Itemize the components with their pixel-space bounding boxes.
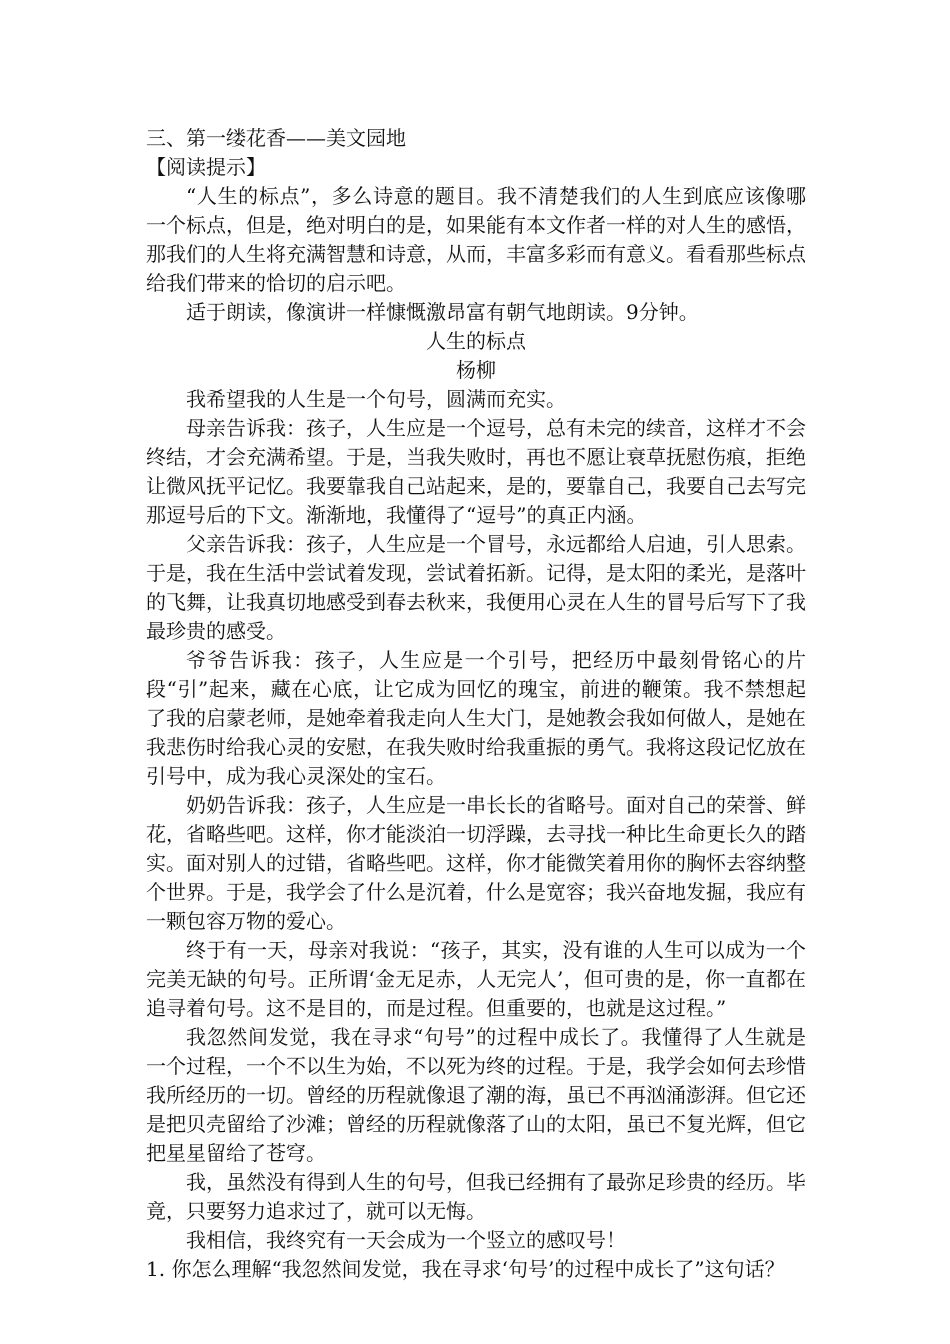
article-paragraph: 母亲告诉我：孩子，人生应是一个逗号，总有未完的续音，这样才不会终结，才会充满希望。于是，当我失败时，再也不愿让衰草抚慰伤痕，拒绝让微风抚平记忆。我要靠我自己站起来，是的，要靠自己，我要自己去写完那逗号后的下文。渐渐地，我懂得了“逗号”的真正内涵。: [146, 416, 806, 527]
question-item: 1. 你怎么理解“我忽然间发觉，我在寻求‘句号’的过程中成长了”这句话？: [146, 1257, 785, 1281]
article-paragraph: 父亲告诉我：孩子，人生应是一个冒号，永远都给人启迪，引人思索。于是，我在生活中尝试着发现，尝试着拓新。记得，是太阳的柔光，是落叶的飞舞，让我真切地感受到春去秋来，我便用心灵在人生的冒号后写下了我最珍贵的感受。: [146, 532, 806, 643]
section-title: 三、第一缕花香——美文园地: [146, 126, 406, 150]
article-title: 人生的标点: [426, 329, 526, 353]
reading-tip-label: 【阅读提示】: [146, 155, 266, 179]
article-paragraph: 我，虽然没有得到人生的句号，但我已经拥有了最弥足珍贵的经历。毕竟，只要努力追求过了，就可以无悔。: [146, 1170, 806, 1223]
article-paragraph: 奶奶告诉我：孩子，人生应是一串长长的省略号。面对自己的荣誉、鲜花，省略些吧。这样，你才能淡泊一切浮躁，去寻找一种比生命更长久的踏实。面对别人的过错，省略些吧。这样，你才能微笑着用你的胸怀去容纳整个世界。于是，我学会了什么是沉着，什么是宽容；我兴奋地发掘，我应有一颗包容万物的爱心。: [146, 793, 806, 933]
article-paragraph: 爷爷告诉我：孩子，人生应是一个引号，把经历中最刻骨铭心的片段“引”起来，藏在心底，让它成为回忆的瑰宝，前进的鞭策。我不禁想起了我的启蒙老师，是她牵着我走向人生大门，是她教会我如何做人，是她在我悲伤时给我心灵的安慰，在我失败时给我重振的勇气。我将这段记忆放在引号中，成为我心灵深处的宝石。: [146, 648, 806, 788]
article-paragraph: 终于有一天，母亲对我说：“孩子，其实，没有谁的人生可以成为一个完美无缺的句号。正所谓‘金无足赤，人无完人’，但可贵的是，你一直都在追寻着句号。这不是目的，而是过程。但重要的，也就是这过程。”: [146, 938, 806, 1020]
article-paragraph: 我忽然间发觉，我在寻求“句号”的过程中成长了。我懂得了人生就是一个过程，一个不以生为始，不以死为终的过程。于是，我学会如何去珍惜我所经历的一切。曾经的历程就像退了潮的海，虽已不再汹涌澎湃。但它还是把贝壳留给了沙滩；曾经的历程就像落了山的太阳，虽已不复光辉，但它把星星留给了苍穹。: [146, 1025, 806, 1165]
document-body: [146, 124, 806, 1284]
intro-paragraph: “人生的标点”，多么诗意的题目。我不清楚我们的人生到底应该像哪一个标点，但是，绝对明白的是，如果能有本文作者一样的对人生的感悟，那我们的人生将充满智慧和诗意，从而，丰富多彩而有意义。看看那些标点给我们带来的恰切的启示吧。: [146, 184, 806, 295]
reading-instruction: 适于朗读，像演讲一样慷慨激昂富有朝气地朗读。9分钟。: [186, 300, 699, 324]
article-paragraph: 我希望我的人生是一个句号，圆满而充实。: [186, 387, 566, 411]
article-paragraph: 我相信，我终究有一天会成为一个竖立的感叹号！: [186, 1228, 626, 1252]
article-author: 杨柳: [456, 358, 496, 382]
